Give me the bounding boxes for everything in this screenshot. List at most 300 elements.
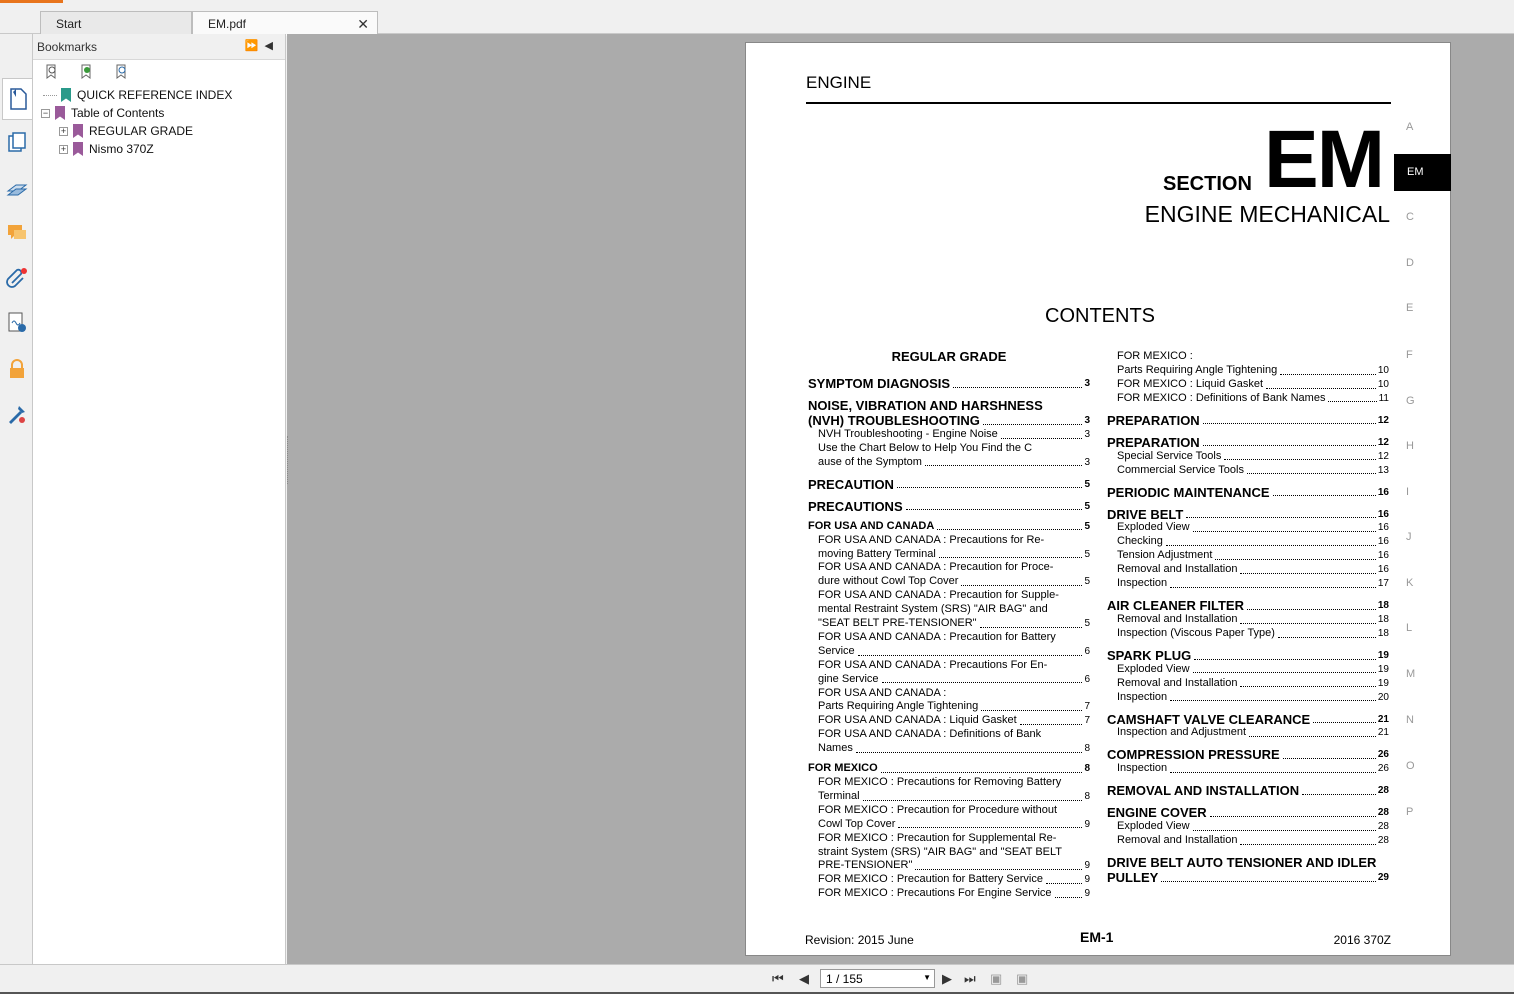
toc-entry[interactable] <box>818 561 1090 575</box>
toc-entry-title: ENGINE COVER <box>1107 805 1207 821</box>
toc-leader-dots <box>1194 659 1376 660</box>
toc-entry-title: Names <box>818 742 853 755</box>
toc-page-number: 13 <box>1377 464 1389 476</box>
bookmark-icon <box>73 124 83 138</box>
toc-page-number: 18 <box>1377 600 1389 611</box>
toc-leader-dots <box>863 800 1083 801</box>
toc-page-number: 10 <box>1377 378 1389 390</box>
bookmarks-header <box>33 34 285 60</box>
section-name: ENGINE MECHANICAL <box>1144 201 1390 227</box>
toc-page-number: 16 <box>1377 508 1389 520</box>
bookmark-icon <box>55 106 65 120</box>
bookmark-label: Table of Contents <box>71 106 165 120</box>
toc-section-entry[interactable] <box>1107 871 1389 885</box>
side-letter: K <box>1406 577 1414 589</box>
toc-entry-title: FOR MEXICO : Liquid Gasket <box>1117 377 1264 390</box>
toc-leader-dots <box>1224 459 1376 460</box>
toc-section-entry[interactable] <box>1107 713 1389 727</box>
toc-leader-dots <box>981 710 1082 711</box>
expand-panel-icon[interactable]: ⏩ <box>244 40 265 52</box>
toc-leader-dots <box>1266 388 1376 389</box>
toc-leader-dots <box>1193 672 1376 673</box>
toc-page-number: 9 <box>1084 860 1090 872</box>
toc-entry-title: FOR MEXICO <box>808 762 878 775</box>
toc-section-entry[interactable] <box>808 377 1090 391</box>
toc-leader-dots <box>1166 545 1376 546</box>
toc-leader-dots <box>1215 559 1375 560</box>
toc-entry-title: Inspection and Adjustment <box>1117 726 1247 739</box>
toc-entry[interactable] <box>1117 577 1389 591</box>
toc-entry-title: NOISE, VIBRATION AND HARSHNESS <box>808 398 1043 413</box>
contents-title: CONTENTS <box>1045 305 1155 327</box>
toc-leader-dots <box>1161 881 1376 882</box>
toc-page-number: 3 <box>1084 415 1090 426</box>
toc-page-number: 18 <box>1377 627 1389 639</box>
toc-section-entry[interactable] <box>1107 748 1389 762</box>
tools-icon[interactable] <box>5 402 29 426</box>
bookmark-label: Nismo 370Z <box>89 142 154 156</box>
find-bookmark-icon[interactable] <box>113 64 131 80</box>
side-letter: J <box>1406 531 1412 543</box>
toc-page-number: 7 <box>1084 715 1090 727</box>
toc-entry-title: PREPARATION <box>1107 434 1200 450</box>
toc-entry[interactable] <box>818 589 1090 603</box>
layers-icon[interactable] <box>5 176 29 200</box>
toc-entry[interactable] <box>1117 677 1389 691</box>
toc-entry-title: Cowl Top Cover <box>818 817 896 830</box>
toc-entry-title: AIR CLEANER FILTER <box>1107 598 1244 613</box>
toc-leader-dots <box>1280 374 1376 375</box>
toc-leader-dots <box>1247 609 1376 610</box>
side-letter: C <box>1406 211 1414 223</box>
toc-page-number: 12 <box>1377 414 1389 426</box>
toc-entry-title: FOR MEXICO : Precautions for Removing Battery <box>818 776 1062 788</box>
toc-entry[interactable] <box>1117 549 1389 563</box>
toc-entry[interactable] <box>818 700 1090 714</box>
footer-page-id: EM-1 <box>1080 929 1114 945</box>
toc-leader-dots <box>897 487 1082 488</box>
side-letter: F <box>1406 349 1413 361</box>
toc-page-number: 18 <box>1377 613 1389 625</box>
toc-page-number: 10 <box>1377 364 1389 376</box>
tab-label: EM.pdf <box>208 17 247 31</box>
collapse-panel-icon[interactable]: ◀ <box>264 40 279 52</box>
toc-entry-title: FOR USA AND CANADA : Precaution for Battery <box>818 630 1056 643</box>
signature-icon[interactable] <box>5 311 29 335</box>
toc-section-entry[interactable] <box>1107 784 1389 798</box>
toc-page-number: 28 <box>1377 785 1389 797</box>
toc-page-number: 17 <box>1377 578 1389 589</box>
section-word: SECTION <box>1163 173 1252 195</box>
toc-section-entry[interactable] <box>1107 508 1389 522</box>
toc-page-number: 9 <box>1084 874 1090 886</box>
toc-section-entry[interactable] <box>1107 486 1389 500</box>
toc-entry-title: PREPARATION <box>1107 412 1200 428</box>
toc-page-number: 8 <box>1084 790 1090 802</box>
bookmark-options-icon[interactable] <box>43 64 61 80</box>
toc-entry-title: gine Service <box>818 672 879 685</box>
bookmark-regular-grade[interactable] <box>59 122 193 140</box>
page-indicator: 1 / 155 <box>826 972 863 986</box>
toc-entry[interactable] <box>818 790 1090 804</box>
toc-entry[interactable] <box>1117 364 1389 378</box>
comments-icon[interactable] <box>5 221 29 245</box>
toc-entry-title: FOR USA AND CANADA : Precaution for Proce- <box>818 561 1054 574</box>
toc-leader-dots <box>980 627 1083 628</box>
bookmarks-title: Bookmarks <box>37 40 98 54</box>
toc-leader-dots <box>1210 816 1376 817</box>
close-icon[interactable]: ✕ <box>357 16 369 32</box>
toc-page-number: 16 <box>1377 550 1389 562</box>
toc-entry-title: Exploded View <box>1117 521 1190 534</box>
collapse-toggle[interactable]: − <box>42 107 49 118</box>
status-bar-left <box>0 964 287 992</box>
toc-leader-dots <box>882 682 1083 683</box>
toc-section-entry[interactable] <box>808 414 1090 428</box>
toc-entry-title: COMPRESSION PRESSURE <box>1107 747 1280 763</box>
toc-entry[interactable] <box>818 714 1090 728</box>
toc-entry[interactable] <box>818 804 1090 818</box>
toc-page-number: 16 <box>1377 536 1389 548</box>
toc-entry[interactable] <box>1117 535 1389 549</box>
toc-entry-title: dure without Cowl Top Cover <box>818 575 959 588</box>
toc-entry-title: FOR MEXICO : Precautions For Engine Service <box>818 887 1052 900</box>
toc-entry-title: PRE-TENSIONER" <box>818 859 913 872</box>
toc-entry[interactable] <box>1117 450 1389 464</box>
toc-entry-title: Exploded View <box>1117 820 1190 833</box>
toc-entry-title: FOR USA AND CANADA : Precautions for Re- <box>818 533 1045 546</box>
toc-section-entry[interactable] <box>1107 436 1389 450</box>
toc-leader-dots <box>1170 772 1376 773</box>
toc-entry-title: Parts Requiring Angle Tightening <box>1117 363 1278 376</box>
expand-toggle[interactable]: + <box>60 125 67 136</box>
toc-page-number: 11 <box>1378 392 1389 404</box>
toc-page-number: 19 <box>1377 663 1389 675</box>
toc-page-number: 21 <box>1377 713 1389 725</box>
next-page-icon[interactable]: ▶ <box>942 971 952 986</box>
toc-entry-title: straint System (SRS) "AIR BAG" and "SEAT BELT <box>818 845 1063 858</box>
toc-entry[interactable] <box>1117 350 1389 364</box>
toc-page-number: 5 <box>1084 500 1090 512</box>
toc-entry-title: Removal and Installation <box>1117 676 1238 689</box>
toc-entry-title: FOR MEXICO : Definitions of Bank Names <box>1117 391 1326 404</box>
toc-entry[interactable] <box>1117 378 1389 392</box>
toc-leader-dots <box>1170 587 1376 588</box>
toc-leader-dots <box>1170 700 1376 701</box>
toc-leader-dots <box>983 424 1083 425</box>
toc-page-number: 20 <box>1377 691 1389 703</box>
panel-splitter[interactable] <box>287 436 291 484</box>
footer-revision: Revision: 2015 June <box>805 933 914 947</box>
pages-icon[interactable] <box>5 131 29 155</box>
toc-entry[interactable] <box>1117 563 1389 577</box>
toc-leader-dots <box>881 772 1083 773</box>
add-bookmark-icon[interactable] <box>78 64 96 80</box>
toc-leader-dots <box>1203 423 1376 424</box>
toc-leader-dots <box>961 585 1082 586</box>
toc-entry[interactable] <box>1117 613 1389 627</box>
chevron-down-icon[interactable]: ▼ <box>923 973 931 982</box>
toc-leader-dots <box>858 655 1083 656</box>
toc-page-number: 5 <box>1084 576 1090 588</box>
toc-entry-title: Special Service Tools <box>1117 449 1222 462</box>
toc-leader-dots <box>915 869 1082 870</box>
toc-page-number: 5 <box>1084 520 1090 532</box>
toc-leader-dots <box>856 752 1083 753</box>
page-thumbnail-icon[interactable] <box>2 78 32 120</box>
toc-entry-title: FOR MEXICO : Precaution for Supplemental Re- <box>818 831 1057 844</box>
side-letter: G <box>1406 395 1415 407</box>
toc-entry[interactable] <box>818 873 1090 887</box>
bookmark-quick-reference-index[interactable] <box>43 86 232 104</box>
bookmark-nismo-370z[interactable] <box>59 140 154 158</box>
toc-leader-dots <box>1055 897 1083 898</box>
toc-page-number: 21 <box>1377 727 1389 739</box>
toc-entry[interactable] <box>1117 762 1389 776</box>
toc-entry-title: DRIVE BELT AUTO TENSIONER AND IDLER <box>1107 855 1377 871</box>
toc-page-number: 16 <box>1377 486 1389 498</box>
toc-entry-title: "SEAT BELT PRE-TENSIONER" <box>818 617 977 629</box>
toc-entry-title: REMOVAL AND INSTALLATION <box>1107 783 1300 799</box>
toc-leader-dots <box>1247 473 1376 474</box>
toc-leader-dots <box>1240 844 1375 845</box>
last-page-icon[interactable]: ⏭ <box>964 971 976 986</box>
toc-leader-dots <box>1186 517 1376 518</box>
toc-leader-dots <box>1273 495 1376 496</box>
side-letter: P <box>1406 806 1414 818</box>
toc-leader-dots <box>1283 758 1376 759</box>
toc-entry[interactable] <box>818 728 1090 742</box>
toc-entry[interactable] <box>818 428 1090 442</box>
toc-entry[interactable] <box>818 887 1090 901</box>
toc-entry[interactable] <box>818 548 1090 562</box>
toc-entry-title: PULLEY <box>1107 870 1159 886</box>
side-letter: N <box>1406 714 1414 726</box>
section-side-tab: EM <box>1394 154 1451 191</box>
toc-entry[interactable] <box>818 442 1090 456</box>
side-letter: M <box>1406 668 1416 680</box>
toc-entry[interactable] <box>818 742 1090 756</box>
toc-page-number: 19 <box>1377 649 1389 661</box>
toc-entry[interactable] <box>808 520 1090 534</box>
toc-entry-title: FOR MEXICO : <box>1117 350 1193 362</box>
bookmark-table-of-contents[interactable] <box>41 104 164 122</box>
toc-leader-dots <box>1240 573 1375 574</box>
footer-model: 2016 370Z <box>1333 933 1391 947</box>
toc-entry-title: PRECAUTION <box>808 476 894 492</box>
side-letter: D <box>1406 257 1414 269</box>
tab-em-pdf[interactable] <box>192 11 378 36</box>
toc-leader-dots <box>898 827 1082 828</box>
toc-entry-title: moving Battery Terminal <box>818 547 936 560</box>
toc-page-number: 16 <box>1377 564 1389 576</box>
toc-entry-title: FOR MEXICO : Precaution for Procedure without <box>818 803 1058 816</box>
toc-leader-dots <box>1001 438 1083 439</box>
side-letter: E <box>1406 302 1414 314</box>
toc-page-number: 16 <box>1377 522 1389 534</box>
toc-entry[interactable] <box>1117 392 1389 406</box>
toc-entry[interactable] <box>818 659 1090 673</box>
toc-entry[interactable] <box>818 832 1090 846</box>
toc-section-entry[interactable] <box>1107 806 1389 820</box>
bookmark-label: REGULAR GRADE <box>89 124 194 138</box>
side-letter: A <box>1406 121 1414 133</box>
toc-entry[interactable] <box>818 575 1090 589</box>
toc-entry-title: Parts Requiring Angle Tightening <box>818 700 979 713</box>
toc-section-entry[interactable] <box>1107 856 1389 870</box>
toc-entry-title: FOR USA AND CANADA : Precautions For En- <box>818 658 1048 671</box>
toc-section-entry[interactable] <box>808 478 1090 492</box>
toc-entry[interactable] <box>818 456 1090 470</box>
toc-entry[interactable] <box>1117 464 1389 478</box>
toc-entry-title: DRIVE BELT <box>1107 506 1184 522</box>
pdf-page <box>745 42 1451 956</box>
toc-entry-title: FOR MEXICO : Precaution for Battery Service <box>818 873 1043 886</box>
toc-entry[interactable] <box>818 776 1090 790</box>
toc-leader-dots <box>937 529 1082 530</box>
first-page-icon[interactable]: ⏮ <box>772 971 784 986</box>
toc-entry-title: Removal and Installation <box>1117 834 1238 847</box>
toc-entry-title: Inspection <box>1117 690 1168 703</box>
toc-entry-title: FOR USA AND CANADA : Definitions of Bank <box>818 728 1042 741</box>
toc-entry[interactable] <box>1117 820 1389 834</box>
toc-page-number: 3 <box>1084 378 1090 389</box>
toc-entry[interactable] <box>818 846 1090 860</box>
toc-entry-title: Inspection (Viscous Paper Type) <box>1117 626 1275 639</box>
toc-entry[interactable] <box>818 673 1090 687</box>
page-header: ENGINE <box>806 73 872 92</box>
toc-entry-title: Inspection <box>1117 577 1168 589</box>
toc-page-number: 8 <box>1084 743 1090 755</box>
toc-entry-title: Tension Adjustment <box>1117 549 1213 562</box>
toc-entry[interactable] <box>818 617 1090 631</box>
attachments-icon[interactable] <box>5 266 29 290</box>
side-panel-strip <box>0 34 33 964</box>
toc-entry[interactable] <box>1117 691 1389 705</box>
toc-section-entry[interactable] <box>808 500 1090 514</box>
toc-leader-dots <box>1313 722 1376 723</box>
previous-page-icon[interactable]: ◀ <box>799 971 809 986</box>
toc-page-number: 6 <box>1084 673 1090 685</box>
toc-leader-dots <box>925 465 1082 466</box>
toc-leader-dots <box>1328 401 1376 402</box>
toc-page-number: 5 <box>1084 618 1090 629</box>
toc-page-number: 9 <box>1084 818 1090 830</box>
toc-leader-dots <box>1046 883 1082 884</box>
toc-entry-title: FOR USA AND CANADA : Liquid Gasket <box>818 714 1017 727</box>
toc-entry-title: Terminal <box>818 789 860 802</box>
toc-page-number: 28 <box>1377 821 1389 833</box>
toc-entry-title: Commercial Service Tools <box>1117 463 1244 476</box>
toc-entry-title: Exploded View <box>1117 662 1190 675</box>
tab-bar <box>0 3 1514 34</box>
toc-leader-dots <box>1240 686 1375 687</box>
toc-entry[interactable] <box>818 645 1090 659</box>
toc-entry[interactable] <box>1117 726 1389 740</box>
page-number-field[interactable] <box>820 969 935 988</box>
toc-page-number: 3 <box>1084 456 1090 468</box>
toc-page-number: 28 <box>1377 835 1389 847</box>
toc-leader-dots <box>1020 724 1083 725</box>
toc-page-number: 29 <box>1377 872 1389 884</box>
toc-entry[interactable] <box>818 859 1090 873</box>
toc-entry-title: FOR USA AND CANADA : Precaution for Supple- <box>818 589 1059 602</box>
toc-entry[interactable] <box>1117 663 1389 677</box>
toc-page-number: 19 <box>1377 677 1389 689</box>
regular-grade-heading: REGULAR GRADE <box>891 349 1007 364</box>
security-icon[interactable] <box>5 357 29 381</box>
facing-view-icon[interactable]: ▣ <box>1016 971 1029 986</box>
toc-entry[interactable] <box>1117 834 1389 848</box>
toc-page-number: 12 <box>1377 450 1389 462</box>
toc-page-number: 8 <box>1084 763 1090 775</box>
toc-entry-title: Inspection <box>1117 762 1168 775</box>
toc-page-number: 12 <box>1377 436 1389 448</box>
header-rule <box>806 102 1391 104</box>
toc-page-number: 6 <box>1084 645 1090 657</box>
toc-entry[interactable] <box>818 687 1090 701</box>
page-navigation-bar <box>287 964 1514 992</box>
bookmark-label: QUICK REFERENCE INDEX <box>77 88 233 102</box>
toc-entry[interactable] <box>1117 521 1389 535</box>
toc-entry[interactable] <box>808 762 1090 776</box>
toc-leader-dots <box>1240 623 1375 624</box>
side-letter: I <box>1406 486 1410 498</box>
expand-toggle[interactable]: + <box>60 143 67 154</box>
toc-entry-title: FOR USA AND CANADA : <box>818 686 947 699</box>
toc-page-number: 5 <box>1084 478 1090 490</box>
bookmark-icon <box>61 88 71 102</box>
toc-entry[interactable] <box>818 603 1090 617</box>
toc-entry-title: NVH Troubleshooting - Engine Noise <box>818 427 998 440</box>
toc-entry-title: PERIODIC MAINTENANCE <box>1107 484 1270 500</box>
toc-entry-title: SYMPTOM DIAGNOSIS <box>808 376 951 391</box>
toc-section-entry[interactable] <box>1107 649 1389 663</box>
toc-entry-title: Checking <box>1117 535 1163 548</box>
toc-entry-title: SPARK PLUG <box>1107 647 1192 663</box>
toc-entry[interactable] <box>818 631 1090 645</box>
toc-section-entry[interactable] <box>1107 414 1389 428</box>
toc-leader-dots <box>1203 445 1376 446</box>
toc-page-number: 9 <box>1084 888 1090 900</box>
section-code: EM <box>1264 114 1383 205</box>
toc-entry[interactable] <box>1117 627 1389 641</box>
toc-entry-title: FOR USA AND CANADA <box>808 519 935 532</box>
bookmarks-toolbar <box>33 60 285 84</box>
toc-entry[interactable] <box>818 534 1090 548</box>
toc-entry-title: CAMSHAFT VALVE CLEARANCE <box>1107 711 1311 727</box>
toc-page-number: 28 <box>1377 807 1389 819</box>
toc-entry-title: Removal and Installation <box>1117 563 1238 576</box>
toc-entry-title: mental Restraint System (SRS) "AIR BAG" and <box>818 603 1048 616</box>
toc-entry-title: Use the Chart Below to Help You Find the C <box>818 441 1033 454</box>
toc-page-number: 3 <box>1084 428 1090 440</box>
side-letter: H <box>1406 440 1414 452</box>
toc-page-number: 7 <box>1084 701 1090 713</box>
toc-leader-dots <box>953 387 1082 388</box>
toc-section-entry[interactable] <box>1107 599 1389 613</box>
toc-entry[interactable] <box>818 818 1090 832</box>
toc-entry-title: Service <box>818 644 855 657</box>
continuous-view-icon[interactable]: ▣ <box>990 971 1003 986</box>
toc-section-entry[interactable] <box>808 399 1090 413</box>
toc-leader-dots <box>939 557 1083 558</box>
toc-page-number: 26 <box>1377 749 1389 761</box>
bookmarks-panel <box>33 34 286 964</box>
tab-start[interactable] <box>40 11 192 35</box>
toc-leader-dots <box>906 509 1083 510</box>
toc-leader-dots <box>1278 637 1376 638</box>
